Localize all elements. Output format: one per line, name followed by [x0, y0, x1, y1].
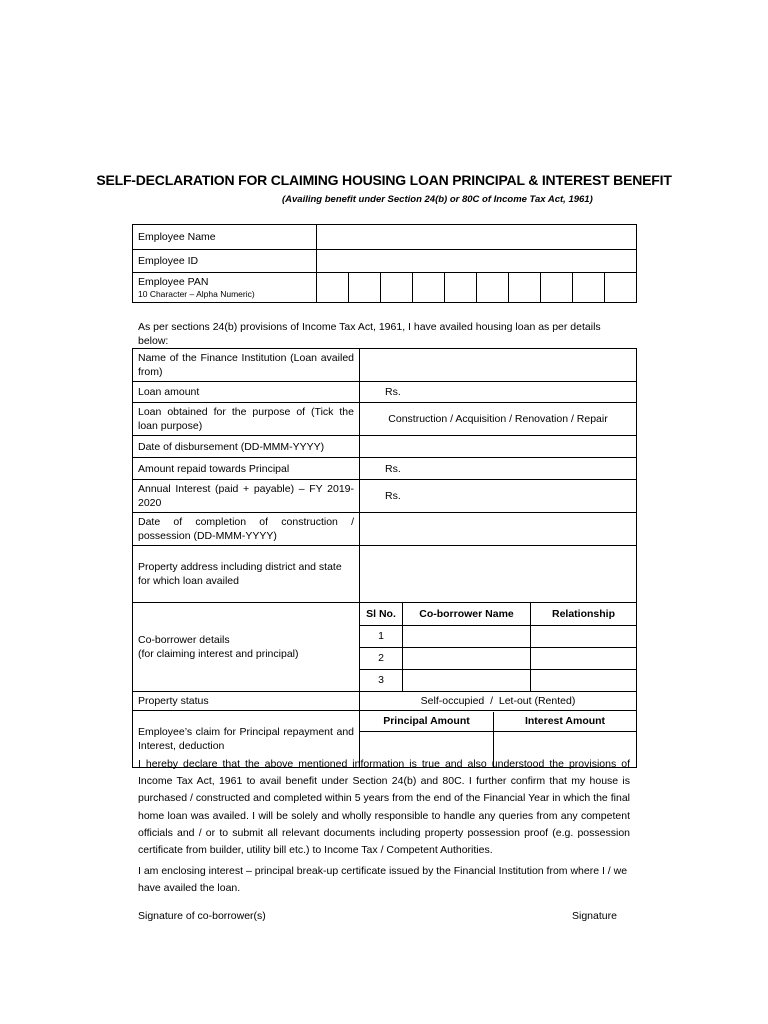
- completion-date-label: Date of completion of construction / possession (DD-MMM-YYYY): [133, 513, 360, 546]
- pan-hint: 10 Character – Alpha Numeric): [138, 289, 255, 299]
- institution-field[interactable]: [360, 349, 637, 382]
- claim-header-principal: Principal Amount: [360, 712, 494, 732]
- coborrower-header-slno: Sl No.: [360, 603, 403, 625]
- coborrower-name-field[interactable]: [403, 625, 531, 647]
- pan-char-box[interactable]: [413, 273, 445, 303]
- coborrower-relationship-field[interactable]: [531, 647, 637, 669]
- principal-repaid-field[interactable]: Rs.: [360, 458, 637, 480]
- annual-interest-field[interactable]: Rs.: [360, 480, 637, 513]
- coborrower-relationship-field[interactable]: [531, 669, 637, 691]
- coborrower-label-text: Co-borrower details: [138, 634, 230, 646]
- employee-id-label: Employee ID: [133, 250, 317, 273]
- employee-id-field[interactable]: [317, 250, 637, 273]
- signature-label: Signature: [572, 910, 617, 922]
- property-status-label: Property status: [133, 692, 360, 711]
- pan-label-text: Employee PAN: [138, 276, 209, 288]
- property-address-label: Property address including district and state for which loan availed: [133, 546, 360, 603]
- loan-purpose-options[interactable]: Construction / Acquisition / Renovation / Repair: [360, 403, 637, 436]
- coborrower-row-number: 1: [360, 625, 403, 647]
- coborrower-table: [360, 603, 636, 691]
- coborrower-relationship-field[interactable]: [531, 625, 637, 647]
- declaration-text: I hereby declare that the above mentioned information is true and also understood the provisions of Income Tax Act, 1961 to avail benefit under Section 24(b) and 80C. I further confirm that my house is purchased / constructed and completed within 5 years from the end of the Financial Year in which the final home loan was availed. I will be solely and wholly responsible to handle any queries from any competent officials and / or to submit all relevant documents including property possession proof (e.g. possession certificate from builder, utility bill etc.) to Income Tax / Competent Authorities.: [138, 758, 630, 857]
- coborrower-row-number: 2: [360, 647, 403, 669]
- institution-label: Name of the Finance Institution (Loan availed from): [133, 349, 360, 382]
- coborrower-row-number: 3: [378, 674, 384, 687]
- pan-char-box[interactable]: [509, 273, 541, 303]
- principal-repaid-label: Amount repaid towards Principal: [133, 458, 360, 480]
- intro-text: As per sections 24(b) provisions of Income Tax Act, 1961, I have availed housing loan as per details below:: [138, 321, 601, 347]
- property-address-field[interactable]: [360, 546, 637, 603]
- pan-char-box[interactable]: [445, 273, 477, 303]
- coborrower-header-relationship: Relationship: [531, 603, 637, 625]
- loan-purpose-label: Loan obtained for the purpose of (Tick the loan purpose): [133, 403, 360, 436]
- employee-name-field[interactable]: [317, 225, 637, 250]
- coborrower-name-field[interactable]: [403, 647, 531, 669]
- pan-char-box[interactable]: [477, 273, 509, 303]
- property-status-options[interactable]: Self-occupied / Let-out (Rented): [360, 692, 637, 711]
- employee-name-label: Employee Name: [133, 225, 317, 250]
- loan-amount-label: Loan amount: [133, 382, 360, 403]
- disbursement-date-field[interactable]: [360, 436, 637, 458]
- employee-table: [132, 224, 637, 303]
- page-title: SELF-DECLARATION FOR CLAIMING HOUSING LOAN PRINCIPAL & INTEREST BENEFIT: [96, 172, 672, 188]
- pan-char-box[interactable]: [604, 273, 636, 303]
- annual-interest-label: Annual Interest (paid + payable) – FY 2019-2020: [133, 480, 360, 513]
- coborrower-label: [133, 603, 360, 692]
- disbursement-date-label: Date of disbursement (DD-MMM-YYYY): [133, 436, 360, 458]
- claim-label: Employee’s claim for Principal repayment and Interest, deduction: [133, 711, 360, 768]
- coborrower-cell: [360, 603, 637, 692]
- coborrower-signature-label: Signature of co-borrower(s): [138, 910, 266, 922]
- coborrower-name-field[interactable]: [403, 669, 531, 691]
- completion-date-field[interactable]: [360, 513, 637, 546]
- loan-amount-field[interactable]: Rs.: [360, 382, 637, 403]
- loan-details-table: [132, 348, 637, 768]
- pan-char-box[interactable]: [317, 273, 349, 303]
- pan-char-box[interactable]: [573, 273, 605, 303]
- employee-pan-label: [133, 273, 317, 303]
- enclosure-text: I am enclosing interest – principal break-up certificate issued by the Financial Institution from where I / we have availed the loan.: [138, 865, 628, 895]
- claim-header-interest: Interest Amount: [494, 712, 637, 732]
- page-subtitle: (Availing benefit under Section 24(b) or 80C of Income Tax Act, 1961): [282, 194, 593, 205]
- pan-char-box[interactable]: [381, 273, 413, 303]
- pan-char-box[interactable]: [541, 273, 573, 303]
- pan-char-box[interactable]: [349, 273, 381, 303]
- coborrower-sublabel: (for claiming interest and principal): [138, 648, 299, 660]
- coborrower-header-name: Co-borrower Name: [403, 603, 531, 625]
